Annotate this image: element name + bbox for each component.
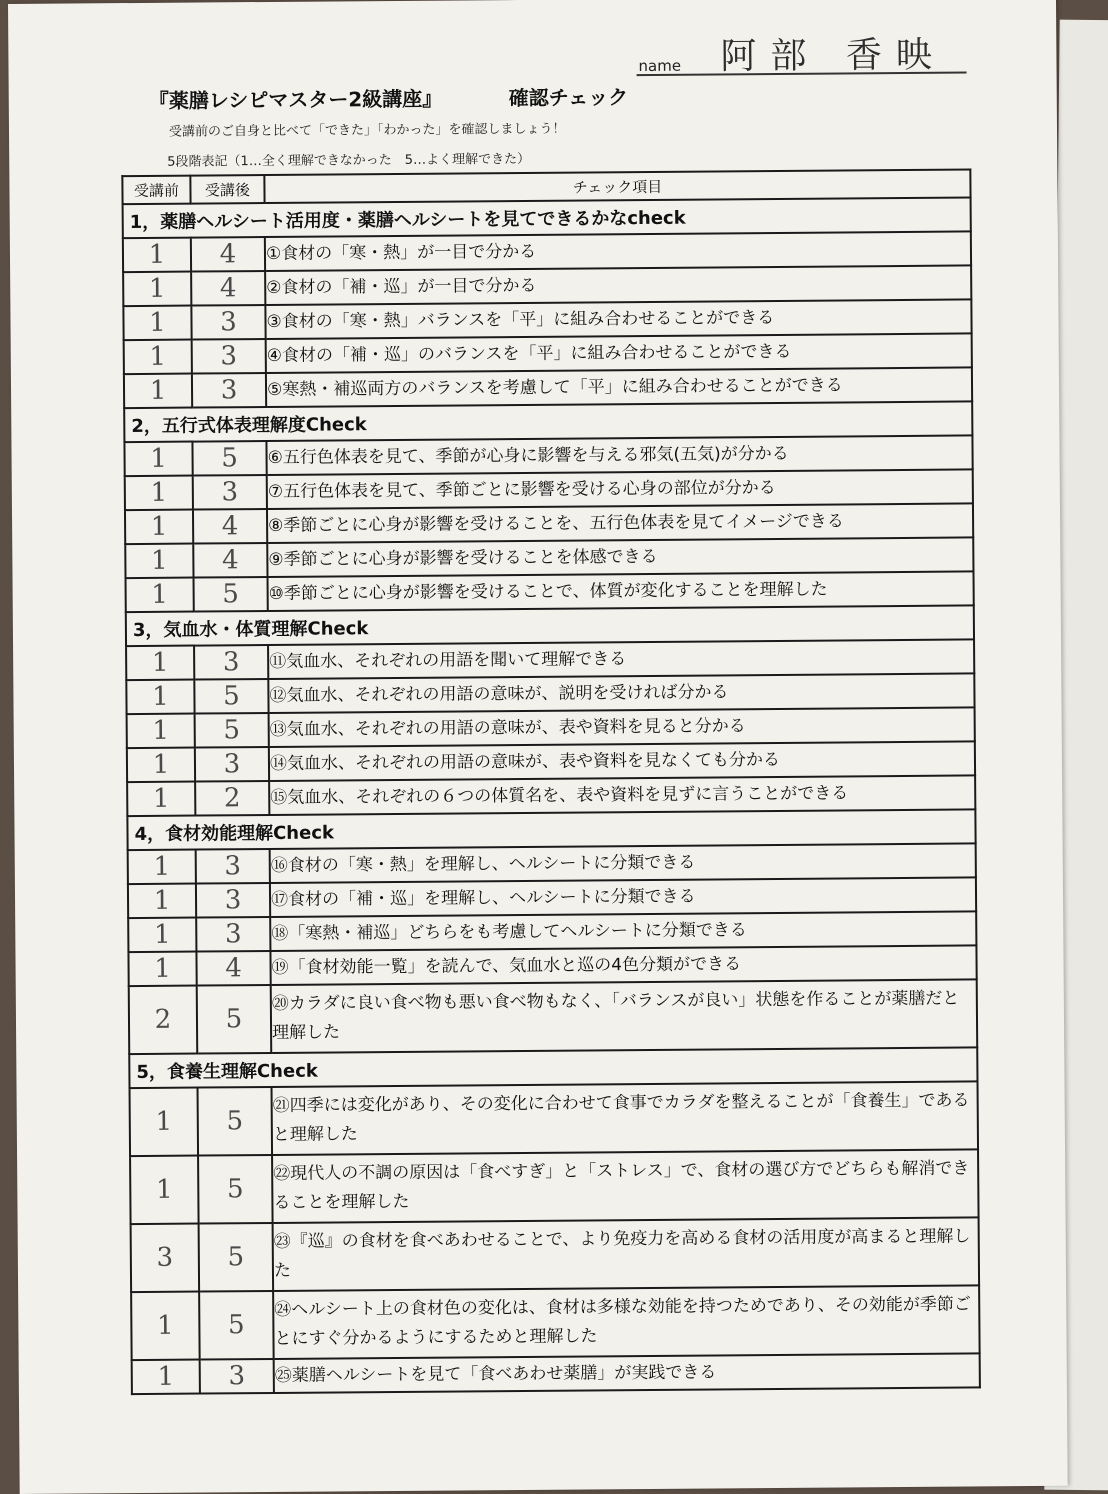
check-item: ㉕薬膳ヘルシートを見て「食べあわせ薬膳」が実践できる — [274, 1353, 980, 1393]
score-before: 1 — [125, 476, 193, 511]
check-item: ⑬気血水、それぞれの用語の意味が、表や資料を見ると分かる — [269, 707, 975, 747]
table-row — [130, 1149, 979, 1224]
scale-note: 5段階表記（1…全く理解できなかった 5…よく理解できた） — [167, 151, 531, 170]
score-after: 4 — [193, 509, 267, 544]
check-item: ㉔ヘルシート上の食材色の変化は、食材は多様な効能を持つためであり、その効能が季節ごとにすぐ分かるようにするためと理解した — [273, 1285, 980, 1359]
score-before: 1 — [127, 714, 195, 749]
score-before: 1 — [128, 952, 196, 987]
score-after: 5 — [192, 441, 266, 476]
score-before: 1 — [123, 238, 191, 273]
header-before: 受講前 — [122, 176, 190, 205]
score-before: 1 — [128, 850, 196, 885]
check-item: ㉒現代人の不調の原因は「食べすぎ」と「ストレス」で、食材の選び方でどちらも解消できることを理解した — [272, 1149, 979, 1223]
section-title: 4，食材効能理解Check — [127, 809, 975, 850]
score-before: 1 — [128, 918, 196, 953]
score-after: 5 — [194, 577, 268, 612]
name-label: name — [638, 56, 682, 76]
check-item: ⑦五行色体表を見て、季節ごとに影響を受ける心身の部位が分かる — [267, 469, 973, 509]
score-before: 1 — [125, 544, 193, 579]
check-item: ⑥五行色体表を見て、季節が心身に影響を与える邪気(五気)が分かる — [266, 435, 972, 475]
table-row — [132, 1353, 980, 1394]
check-item: ⑩季節ごとに心身が影響を受けることで、体質が変化することを理解した — [268, 571, 974, 611]
course-title: 『薬膳レシピマスター2級講座』 — [148, 86, 443, 113]
score-after: 3 — [192, 339, 266, 374]
check-item: ④食材の「補・巡」のバランスを「平」に組み合わせることができる — [266, 333, 972, 373]
score-after: 4 — [193, 543, 267, 578]
sheet-header — [8, 0, 1057, 174]
check-item: ②食材の「補・巡」が一目で分かる — [265, 265, 971, 305]
score-after: 2 — [195, 781, 269, 816]
score-before: 1 — [126, 680, 194, 715]
score-before: 3 — [131, 1224, 200, 1293]
check-item: ㉑四季には変化があり、その変化に合わせて食事でカラダを整えることが「食養生」であると理解した — [272, 1081, 979, 1155]
score-after: 5 — [199, 1223, 274, 1292]
score-after: 3 — [191, 305, 265, 340]
score-after: 3 — [192, 373, 266, 408]
score-after: 5 — [194, 679, 268, 714]
instruction-text: 受講前のご自身と比べて「できた」「わかった」を確認しましょう！ — [168, 121, 566, 140]
score-after: 5 — [195, 713, 269, 748]
score-after: 3 — [193, 475, 267, 510]
score-before: 1 — [124, 442, 192, 477]
score-after: 5 — [198, 1087, 273, 1156]
score-after: 3 — [200, 1359, 274, 1394]
check-item: ⑫気血水、それぞれの用語の意味が、説明を受ければ分かる — [268, 673, 974, 713]
check-item: ③食材の「寒・熱」バランスを「平」に組み合わせることができる — [265, 299, 971, 339]
score-before: 1 — [128, 884, 196, 919]
section-title: 3，気血水・体質理解Check — [126, 605, 974, 646]
score-before: 1 — [124, 374, 192, 409]
check-item: ⑲「食材効能一覧」を読んで、気血水と巡の4色分類ができる — [270, 945, 976, 985]
check-title: 確認チェック — [508, 85, 629, 111]
table-row — [131, 1285, 980, 1360]
table-row — [129, 979, 978, 1054]
score-after: 5 — [199, 1291, 274, 1360]
score-after: 4 — [191, 271, 265, 306]
check-item: ㉓『巡』の食材を食べあわせることで、より免疫力を高める食材の活用度が高まると理解した — [273, 1217, 980, 1291]
score-before: 1 — [132, 1360, 200, 1395]
check-item: ⑪気血水、それぞれの用語を聞いて理解できる — [268, 639, 974, 679]
table-row — [131, 1217, 980, 1292]
check-item: ①食材の「寒・熱」が一目で分かる — [265, 231, 971, 271]
check-item: ⑱「寒熱・補巡」どちらをも考慮してヘルシートに分類できる — [270, 911, 976, 951]
check-item: ⑰食材の「補・巡」を理解し、ヘルシートに分類できる — [270, 877, 976, 917]
score-after: 4 — [191, 237, 265, 272]
score-before: 1 — [127, 748, 195, 783]
score-before: 1 — [131, 1292, 200, 1361]
check-item: ⑨季節ごとに心身が影響を受けることを体感できる — [267, 537, 973, 577]
score-after: 5 — [197, 985, 272, 1054]
score-before: 1 — [123, 306, 191, 341]
score-before: 2 — [129, 986, 198, 1055]
section-title: 1，薬膳ヘルシート活用度・薬膳ヘルシートを見てできるかなcheck — [123, 197, 971, 238]
section-title: 2，五行式体表理解度Check — [124, 401, 972, 442]
check-item: ⑳カラダに良い食べ物も悪い食べ物もなく、「バランスが良い」状態を作ることが薬膳だと理解した — [271, 979, 978, 1053]
check-item: ⑧季節ごとに心身が影響を受けることを、五行色体表を見てイメージできる — [267, 503, 973, 543]
score-before: 1 — [123, 272, 191, 307]
table-row — [130, 1081, 979, 1156]
score-before: 1 — [126, 578, 194, 613]
check-item: ⑭気血水、それぞれの用語の意味が、表や資料を見なくても分かる — [269, 741, 975, 781]
score-after: 3 — [196, 883, 270, 918]
header-after: 受講後 — [190, 175, 264, 204]
score-before: 1 — [130, 1156, 199, 1225]
check-item: ⑮気血水、それぞれの６つの体質名を、表や資料を見ずに言うことができる — [269, 775, 975, 815]
section-title: 5，食養生理解Check — [129, 1047, 977, 1088]
score-after: 3 — [196, 849, 270, 884]
checklist-sheet — [8, 0, 1068, 1494]
score-before: 1 — [125, 510, 193, 545]
score-before: 1 — [124, 340, 192, 375]
score-after: 3 — [195, 747, 269, 782]
score-before: 1 — [126, 646, 194, 681]
header-item: チェック項目 — [264, 169, 970, 203]
check-table — [121, 168, 981, 1395]
score-after: 4 — [196, 951, 270, 986]
score-after: 5 — [198, 1155, 273, 1224]
check-item: ⑤寒熱・補巡両方のバランスを考慮して「平」に組み合わせることができる — [266, 367, 972, 407]
name-value-handwritten: 阿部 香映 — [720, 34, 947, 78]
check-item: ⑯食材の「寒・熱」を理解し、ヘルシートに分類できる — [270, 843, 976, 883]
score-after: 3 — [196, 917, 270, 952]
score-after: 3 — [194, 645, 268, 680]
score-before: 1 — [130, 1088, 199, 1157]
score-before: 1 — [127, 782, 195, 817]
